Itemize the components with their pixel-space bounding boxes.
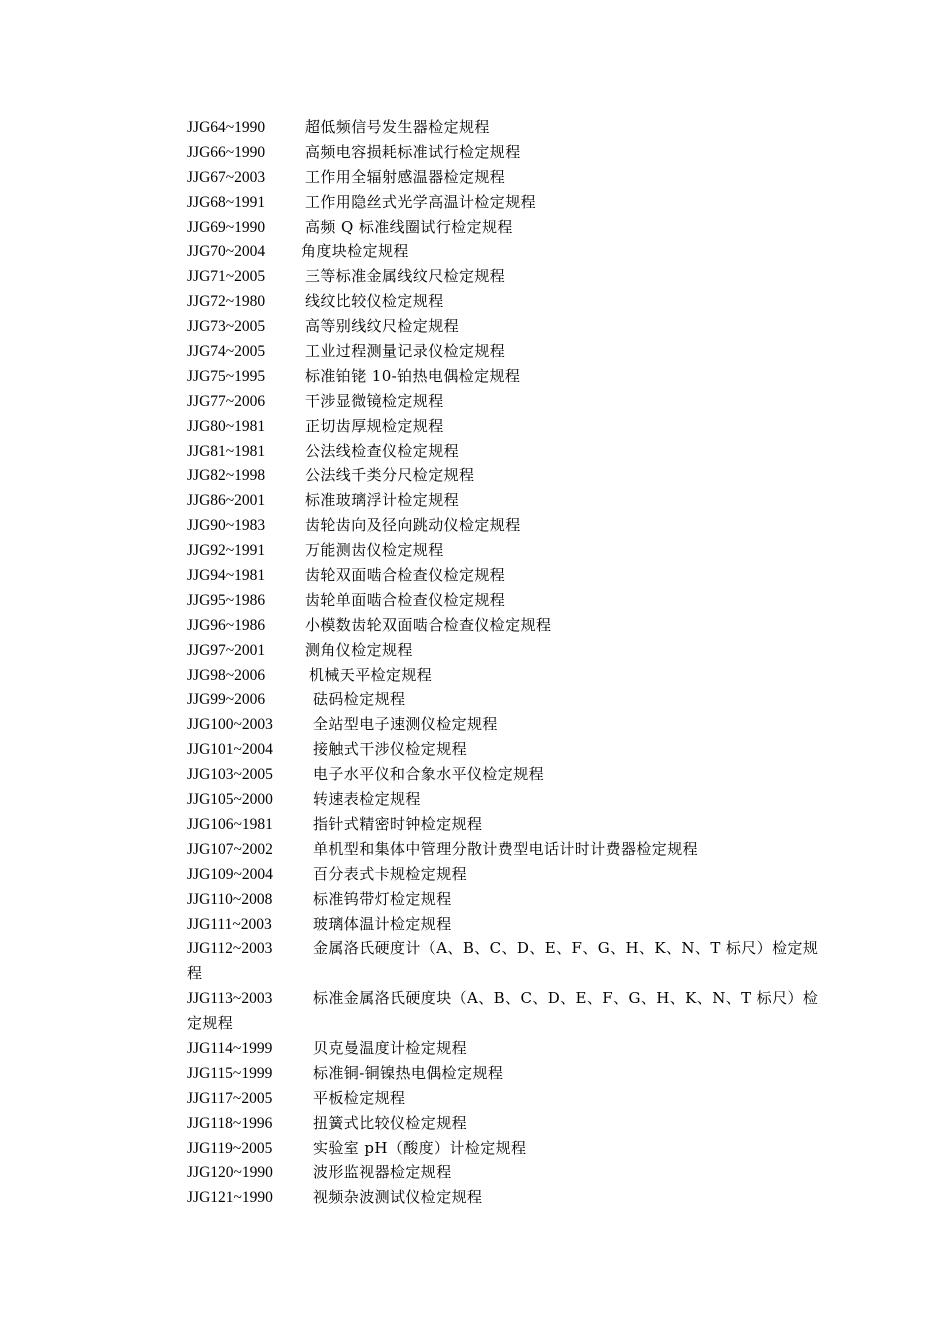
standard-code: JJG105~2000 [187, 791, 273, 809]
standard-code: JJG103~2005 [187, 766, 273, 784]
standard-title: 百分表式卡规检定规程 [313, 864, 468, 883]
standard-code: JJG64~1990 [187, 119, 266, 136]
standard-code: JJG68~1991 [187, 193, 266, 211]
standard-title: 工作用全辐射感温器检定规程 [305, 167, 506, 186]
list-item [187, 663, 852, 688]
standard-title: 全站型电子速测仪检定规程 [313, 715, 498, 734]
list-item [187, 1185, 852, 1210]
list-item [187, 1061, 852, 1086]
standard-title: 视频杂波测试仪检定规程 [313, 1188, 483, 1207]
standard-title: 高频 Q 标准线圈试行检定规程 [305, 217, 513, 236]
standard-title: 高频电容损耗标准试行检定规程 [305, 142, 521, 161]
standard-title: 万能测齿仪检定规程 [305, 541, 444, 560]
list-item [187, 239, 852, 264]
list-item [187, 538, 852, 563]
list-item [187, 215, 852, 240]
standard-title-continuation: 定规程 [187, 1014, 234, 1033]
standard-title: 干涉显微镜检定规程 [305, 391, 444, 410]
list-item [187, 513, 852, 538]
standard-code: JJG113~2003 [187, 990, 273, 1008]
standard-code: JJG80~1981 [187, 417, 266, 435]
standard-title: 超低频信号发生器检定规程 [305, 118, 490, 136]
standard-code: JJG107~2002 [187, 840, 273, 858]
standard-code: JJG92~1991 [187, 542, 266, 560]
standard-title: 齿轮单面啮合检查仪检定规程 [305, 590, 506, 609]
standard-code: JJG70~2004 [187, 243, 266, 261]
list-item [187, 588, 852, 613]
standard-title: 砝码检定规程 [313, 690, 406, 709]
list-item [187, 638, 852, 663]
standard-code: JJG109~2004 [187, 865, 273, 883]
standard-code: JJG97~2001 [187, 641, 266, 659]
standard-code: JJG86~2001 [187, 492, 266, 510]
list-item [187, 912, 852, 937]
list-item [187, 1036, 852, 1061]
standard-title: 波形监视器检定规程 [313, 1163, 452, 1182]
standard-code: JJG111~2003 [187, 915, 272, 933]
standard-title: 小模数齿轮双面啮合检查仪检定规程 [305, 615, 552, 634]
list-item [187, 488, 852, 513]
standard-code: JJG106~1981 [187, 815, 273, 833]
standard-code: JJG69~1990 [187, 218, 266, 236]
standard-code: JJG110~2008 [187, 890, 273, 908]
list-item [187, 389, 852, 414]
standard-title: 三等标准金属线纹尺检定规程 [305, 267, 506, 286]
list-item [187, 140, 852, 165]
list-item [187, 787, 852, 812]
list-item [187, 762, 852, 787]
standard-code: JJG67~2003 [187, 168, 266, 186]
standard-code: JJG120~1990 [187, 1164, 273, 1182]
standard-code: JJG66~1990 [187, 143, 266, 161]
list-item [187, 887, 852, 912]
standard-code: JJG121~1990 [187, 1189, 273, 1207]
standard-title: 机械天平检定规程 [309, 665, 433, 684]
list-item [187, 1160, 852, 1185]
standard-title: 测角仪检定规程 [305, 640, 413, 659]
standard-code: JJG101~2004 [187, 741, 273, 759]
list-item [187, 613, 852, 638]
list-item [187, 862, 852, 887]
standard-code: JJG77~2006 [187, 392, 266, 410]
list-item [187, 687, 852, 712]
list-item [187, 737, 852, 762]
list-item [187, 812, 852, 837]
standard-code: JJG115~1999 [187, 1064, 273, 1082]
standard-code: JJG94~1981 [187, 567, 266, 585]
standard-title: 接触式干涉仪检定规程 [313, 740, 468, 759]
standard-title: 贝克曼温度计检定规程 [313, 1038, 468, 1057]
standard-code: JJG71~2005 [187, 268, 266, 286]
list-item [187, 563, 852, 588]
standard-code: JJG98~2006 [187, 666, 266, 684]
standard-title: 标准金属洛氏硬度块（A、B、C、D、E、F、G、H、K、N、T 标尺）检 [313, 989, 819, 1008]
standard-code: JJG96~1986 [187, 616, 266, 634]
standard-title: 实验室 pH（酸度）计检定规程 [313, 1138, 527, 1157]
standard-code: JJG119~2005 [187, 1139, 273, 1157]
standard-code: JJG75~1995 [187, 367, 266, 385]
standard-title: 单机型和集体中管理分散计费型电话计时计费器检定规程 [313, 839, 699, 858]
list-item [187, 1136, 852, 1161]
standard-title: 指针式精密时钟检定规程 [313, 814, 483, 833]
standard-title: 公法线检查仪检定规程 [305, 441, 460, 460]
standard-code: JJG82~1998 [187, 467, 266, 485]
standard-title: 公法线千类分尺检定规程 [305, 466, 475, 485]
standard-title: 齿轮双面啮合检查仪检定规程 [305, 566, 506, 585]
list-item [187, 115, 852, 140]
standard-title: 标准铜-铜镍热电偶检定规程 [313, 1063, 504, 1082]
standard-code: JJG90~1983 [187, 517, 266, 535]
standard-code: JJG100~2003 [187, 716, 273, 734]
standard-title: 角度块检定规程 [301, 242, 409, 261]
list-item [187, 986, 852, 1036]
list-item [187, 712, 852, 737]
standard-title: 线纹比较仪检定规程 [305, 292, 444, 311]
list-item [187, 439, 852, 464]
list-item [187, 414, 852, 439]
standard-code: JJG72~1980 [187, 293, 266, 311]
standard-title: 正切齿厚规检定规程 [305, 416, 444, 435]
standard-title: 高等别线纹尺检定规程 [305, 317, 460, 336]
list-item [187, 190, 852, 215]
standard-title: 标准铂铑 10-铂热电偶检定规程 [305, 366, 521, 385]
standard-title: 标准玻璃浮计检定规程 [305, 491, 460, 510]
standard-code: JJG73~2005 [187, 318, 266, 336]
standard-code: JJG112~2003 [187, 940, 273, 958]
standard-title: 工作用隐丝式光学高温计检定规程 [305, 192, 537, 211]
standard-title: 转速表检定规程 [313, 790, 421, 809]
standard-code: JJG74~2005 [187, 343, 266, 361]
list-item [187, 463, 852, 488]
standard-code: JJG117~2005 [187, 1089, 273, 1107]
list-item [187, 837, 852, 862]
standard-title: 玻璃体温计检定规程 [313, 914, 452, 933]
standard-title: 标准钨带灯检定规程 [313, 889, 452, 908]
standard-code: JJG118~1996 [187, 1114, 273, 1132]
list-item [187, 364, 852, 389]
standard-code: JJG99~2006 [187, 691, 266, 709]
standard-title: 金属洛氏硬度计（A、B、C、D、E、F、G、H、K、N、T 标尺）检定规 [313, 939, 819, 958]
standard-title-continuation: 程 [187, 964, 203, 983]
standard-title: 齿轮齿向及径向跳动仪检定规程 [305, 516, 521, 535]
standard-title: 扭簧式比较仪检定规程 [313, 1113, 468, 1132]
list-item [187, 264, 852, 289]
list-item [187, 314, 852, 339]
list-item [187, 1086, 852, 1111]
list-item [187, 339, 852, 364]
list-item [187, 1111, 852, 1136]
standards-list [187, 115, 852, 1210]
standard-code: JJG81~1981 [187, 442, 266, 460]
standard-title: 电子水平仪和合象水平仪检定规程 [313, 765, 545, 784]
list-item [187, 289, 852, 314]
standard-code: JJG95~1986 [187, 591, 266, 609]
list-item [187, 936, 852, 986]
standard-code: JJG114~1999 [187, 1039, 273, 1057]
standard-title: 平板检定规程 [313, 1088, 406, 1107]
list-item [187, 165, 852, 190]
standard-title: 工业过程测量记录仪检定规程 [305, 342, 506, 361]
